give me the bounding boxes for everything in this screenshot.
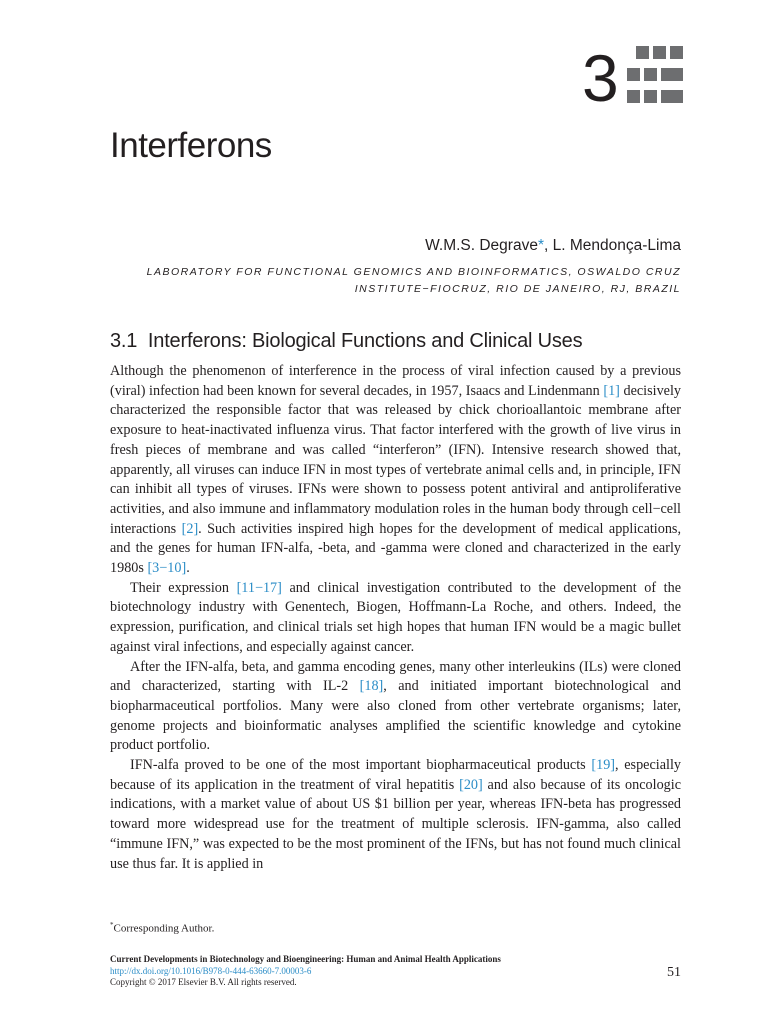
affiliation (121, 264, 681, 298)
page-number: 51 (667, 965, 681, 980)
square-grid-icon (627, 46, 683, 104)
footnote-mark: * (110, 921, 114, 929)
affiliation-line: INSTITUTE−FIOCRUZ, RIO DE JANEIRO, RJ, BRAZIL (354, 283, 681, 295)
grid-square (627, 68, 640, 81)
author-separator: , (544, 237, 553, 254)
book-title: Current Developments in Biotechnology and Bioengineering: Human and Animal Health Applications (110, 954, 501, 964)
paragraph-text: . Such activities inspired high hopes for the development of medical applications, and the genes for human IFN-alfa, -beta, and -gamma were cloned and characterized in the early 1980s (110, 520, 682, 577)
grid-square (670, 68, 683, 81)
paragraph-text: decisively characterized the responsible factor that was released by chick chorioallantoic membrane after exposure to heat-inactivated influenza virus. That factor interfered with the growth of live virus in fresh pieces of membrane and was called “interferon” (IFN). Intensive research showed that, apparently, all viruses can induce IFN in most types of vertebrate animal cells and, in principle, IFN can inhibit all types of viruses. IFNs were shown to possess potent antiviral and antiproliferative activities, and also immune and inflammatory modulation roles in the human body through cell−cell interactions (110, 382, 681, 537)
paragraph (110, 362, 681, 579)
paragraph-text: . (186, 560, 190, 577)
citation-link[interactable]: [18] (359, 678, 384, 695)
paragraph (110, 658, 681, 757)
section-heading (110, 328, 582, 354)
citation-link[interactable]: [20] (459, 776, 483, 793)
section-number: 3.1 (110, 330, 138, 352)
copyright: Copyright © 2017 Elsevier B.V. All rights reserved. (110, 977, 297, 987)
grid-square (644, 68, 657, 81)
citation-link[interactable]: [11−17] (236, 579, 282, 596)
grid-square (644, 90, 657, 103)
corresponding-author-link[interactable]: * (537, 237, 544, 254)
citation-link[interactable]: [1] (603, 382, 620, 399)
paragraph-text: , especially because of its application in the treatment of viral hepatitis (110, 757, 681, 793)
paragraph-text: and clinical investigation contributed to the development of the biotechnology industry with Genentech, Biogen, Hoffmann-La Roche, and others. Indeed, the expression, purification, and clinical trials set high hopes that human IFN would be a magic bullet against viral infections, and especially against cancer. (110, 579, 681, 655)
citation-link[interactable]: [3−10] (147, 560, 187, 577)
footnote-text: Corresponding Author. (113, 922, 215, 935)
paragraph-text: Their expression (130, 579, 237, 596)
affiliation-line: LABORATORY FOR FUNCTIONAL GENOMICS AND BIOINFORMATICS, OSWALDO CRUZ (146, 266, 681, 278)
paragraph-text: , and initiated important biotechnological and biopharmaceutical portfolios. Many were also cloned from other vertebrate organisms; later, genome projects and bioinformatic analyses amplified the scientific knowledge and cytokine product portfolio. (110, 678, 681, 754)
grid-square (670, 90, 683, 103)
grid-square (653, 46, 666, 59)
body-text (110, 362, 681, 874)
footnote (110, 918, 214, 936)
author-name: L. Mendonça-Lima (552, 237, 681, 254)
chapter-number: 3 (582, 41, 619, 115)
chapter-title: Interferons (110, 126, 272, 165)
paragraph-text: Although the phenomenon of interference in the process of viral infection caused by a previous (viral) infection had been known for several decades, in 1957, Isaacs and Lindenmann (110, 363, 681, 399)
doi-link[interactable]: http://dx.doi.org/10.1016/B978-0-444-63660-7.00003-6 (110, 965, 312, 976)
author-name: W.M.S. Degrave (425, 237, 538, 254)
paragraph-text: IFN-alfa proved to be one of the most important biopharmaceutical products (130, 757, 592, 774)
citation-link[interactable]: [2] (181, 520, 199, 537)
grid-square (636, 46, 649, 59)
grid-square (670, 46, 683, 59)
section-title: Interferons: Biological Functions and Clinical Uses (147, 330, 583, 352)
page-footer (110, 954, 501, 989)
citation-link[interactable]: [19] (591, 757, 616, 774)
paragraph (110, 579, 681, 658)
paragraph (110, 756, 681, 874)
grid-square (627, 90, 640, 103)
paragraph-text: After the IFN-alfa, beta, and gamma encoding genes, many other interleukins (ILs) were cloned and characterized, starting with IL-2 (110, 658, 681, 695)
paragraph-text: and also because of its oncologic indications, with a market value of about US $1 billion per year, whereas IFN-beta has progressed toward more widespread use for the treatment of multiple sclerosis. IFN-gamma, also called “immune IFN,” was expected to be the most prominent of the IFNs, but has not found much clinical use thus far. It is applied in (110, 776, 682, 872)
author-line (425, 236, 681, 256)
